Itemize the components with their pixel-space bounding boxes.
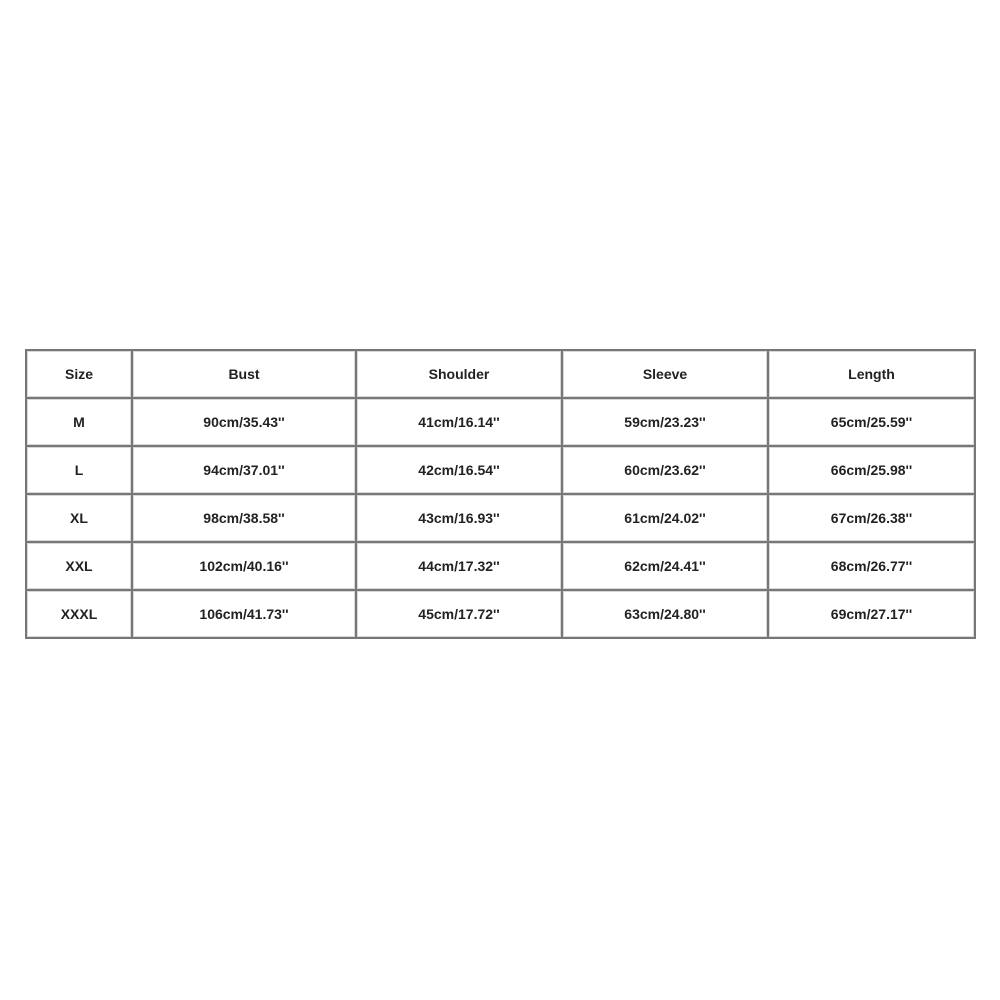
cell-length: 69cm/27.17''	[768, 590, 975, 638]
cell-bust: 90cm/35.43''	[132, 398, 356, 446]
table-row	[26, 398, 975, 446]
cell-length: 67cm/26.38''	[768, 494, 975, 542]
cell-bust: 106cm/41.73''	[132, 590, 356, 638]
cell-shoulder: 45cm/17.72''	[356, 590, 562, 638]
cell-sleeve: 60cm/23.62''	[562, 446, 768, 494]
cell-size: XXL	[26, 542, 132, 590]
cell-shoulder: 44cm/17.32''	[356, 542, 562, 590]
table-row	[26, 494, 975, 542]
cell-length: 66cm/25.98''	[768, 446, 975, 494]
cell-bust: 94cm/37.01''	[132, 446, 356, 494]
header-sleeve: Sleeve	[562, 350, 768, 398]
header-shoulder: Shoulder	[356, 350, 562, 398]
cell-sleeve: 61cm/24.02''	[562, 494, 768, 542]
header-row	[26, 350, 975, 398]
cell-size: L	[26, 446, 132, 494]
cell-sleeve: 59cm/23.23''	[562, 398, 768, 446]
cell-bust: 98cm/38.58''	[132, 494, 356, 542]
table-row	[26, 446, 975, 494]
cell-sleeve: 63cm/24.80''	[562, 590, 768, 638]
cell-shoulder: 43cm/16.93''	[356, 494, 562, 542]
header-length: Length	[768, 350, 975, 398]
cell-length: 68cm/26.77''	[768, 542, 975, 590]
header-bust: Bust	[132, 350, 356, 398]
cell-size: XL	[26, 494, 132, 542]
table-row	[26, 542, 975, 590]
cell-length: 65cm/25.59''	[768, 398, 975, 446]
cell-size: M	[26, 398, 132, 446]
cell-sleeve: 62cm/24.41''	[562, 542, 768, 590]
cell-bust: 102cm/40.16''	[132, 542, 356, 590]
cell-size: XXXL	[26, 590, 132, 638]
table-row	[26, 590, 975, 638]
header-size: Size	[26, 350, 132, 398]
cell-shoulder: 42cm/16.54''	[356, 446, 562, 494]
size-chart-table	[25, 349, 976, 639]
cell-shoulder: 41cm/16.14''	[356, 398, 562, 446]
